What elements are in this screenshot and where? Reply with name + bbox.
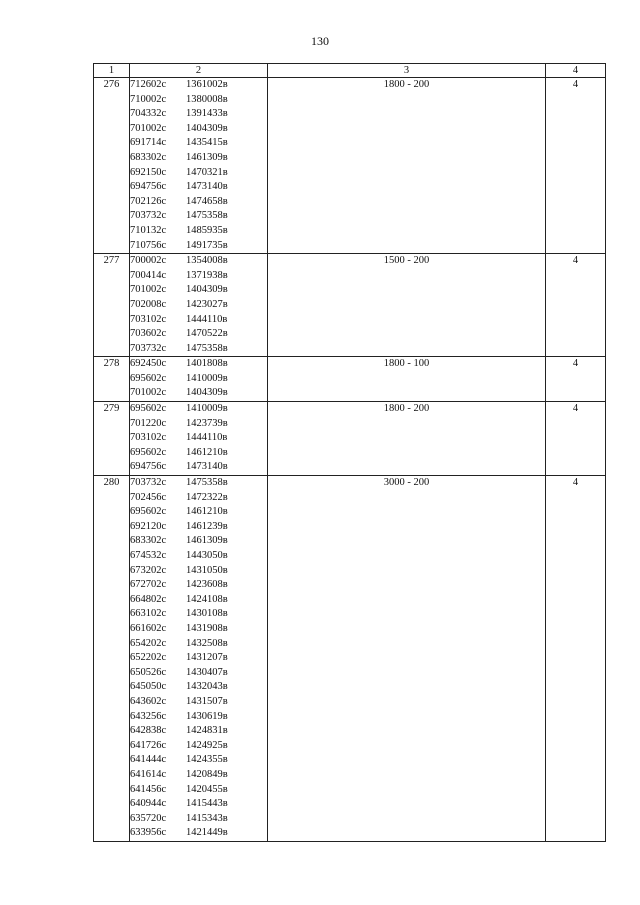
coordinate-pair <box>130 254 267 269</box>
header-col-2: 2 <box>130 64 268 78</box>
coordinate-pair <box>130 417 267 432</box>
coordinate-longitude: 1361002в <box>186 79 228 90</box>
coordinate-pair <box>130 151 267 166</box>
coordinate-latitude: 635720c <box>130 812 167 824</box>
coordinate-longitude: 1444110в <box>186 313 228 325</box>
coordinate-latitude: 641444c <box>130 754 167 766</box>
col4-cell: 4 <box>546 254 606 357</box>
coordinate-longitude: 1473140в <box>186 461 228 473</box>
coordinate-latitude: 640944c <box>130 798 167 810</box>
coordinate-latitude: 633956c <box>130 827 167 839</box>
table-row <box>94 357 606 402</box>
coordinate-longitude: 1430407в <box>186 666 228 678</box>
coordinate-longitude: 1472322в <box>186 491 228 503</box>
coordinate-latitude: 703732c <box>130 210 167 222</box>
coordinate-longitude: 1473140в <box>186 181 228 193</box>
coordinate-longitude: 1404309в <box>186 284 228 296</box>
coordinate-pair <box>130 768 267 783</box>
range-cell: 1800 - 200 <box>268 78 546 254</box>
coordinate-latitude: 695602c <box>130 372 167 384</box>
coordinate-latitude: 694756c <box>130 181 167 193</box>
col4-cell: 4 <box>546 78 606 254</box>
coordinate-latitude: 710756c <box>130 239 167 251</box>
coordinate-latitude: 672702c <box>130 579 167 591</box>
coordinate-latitude: 701002c <box>130 284 167 296</box>
header-col-1: 1 <box>94 64 130 78</box>
coordinate-latitude: 695602c <box>130 403 167 415</box>
coordinate-longitude: 1415443в <box>186 798 228 810</box>
coordinate-longitude: 1444110в <box>186 432 228 444</box>
coordinate-latitude: 695602c <box>130 446 167 458</box>
coordinate-longitude: 1430619в <box>186 710 228 722</box>
range-cell: 1800 - 100 <box>268 357 546 402</box>
coordinate-latitude: 673202c <box>130 564 167 576</box>
coordinate-pair <box>130 739 267 754</box>
coordinate-pair <box>130 269 267 284</box>
coordinate-latitude: 700414c <box>130 269 167 281</box>
range-cell: 1500 - 200 <box>268 254 546 357</box>
coordinate-latitude: 683302c <box>130 535 167 547</box>
row-number: 280 <box>94 476 130 842</box>
coordinate-longitude: 1424108в <box>186 593 228 605</box>
coordinate-latitude: 701002c <box>130 122 167 134</box>
coordinate-pair <box>130 593 267 608</box>
coordinate-latitude: 691714c <box>130 137 167 149</box>
coordinate-longitude: 1461239в <box>186 520 228 532</box>
coordinate-pair <box>130 342 267 357</box>
coordinate-longitude: 1420849в <box>186 768 228 780</box>
page-number: 130 <box>311 34 329 48</box>
coordinate-longitude: 1430108в <box>186 608 228 620</box>
coordinates-table <box>93 63 606 842</box>
coordinate-longitude: 1410009в <box>186 372 228 384</box>
coordinate-latitude: 702008c <box>130 298 167 310</box>
col4-cell: 4 <box>546 476 606 842</box>
coordinate-pair <box>130 446 267 461</box>
coordinate-pair <box>130 460 267 475</box>
coordinate-longitude: 1461309в <box>186 151 228 163</box>
table-row <box>94 402 606 476</box>
coordinate-latitude: 654202c <box>130 637 167 649</box>
coordinate-latitude: 703732c <box>130 342 167 354</box>
coordinate-pair <box>130 298 267 313</box>
coordinate-longitude: 1415343в <box>186 812 228 824</box>
coordinate-pair <box>130 549 267 564</box>
coordinate-pair <box>130 372 267 387</box>
coordinate-pair <box>130 666 267 681</box>
coordinate-longitude: 1475358в <box>186 342 228 354</box>
coordinate-pair <box>130 564 267 579</box>
table-header-row <box>94 64 606 78</box>
coordinate-latitude: 701002c <box>130 387 167 399</box>
coordinate-pair <box>130 476 267 491</box>
coordinate-latitude: 712602c <box>130 79 167 90</box>
coordinate-longitude: 1470522в <box>186 328 228 340</box>
coordinate-latitude: 694756c <box>130 461 167 473</box>
coordinate-pair <box>130 93 267 108</box>
row-number: 276 <box>94 78 130 254</box>
coordinate-pair <box>130 797 267 812</box>
coordinate-pair <box>130 122 267 137</box>
coordinate-pair <box>130 402 267 417</box>
coordinate-latitude: 692120c <box>130 520 167 532</box>
coordinate-pair <box>130 724 267 739</box>
coordinate-pair <box>130 78 267 93</box>
coordinate-longitude: 1421449в <box>186 827 228 839</box>
coordinate-pair <box>130 107 267 122</box>
coordinate-longitude: 1485935в <box>186 224 228 236</box>
table-row <box>94 476 606 842</box>
coordinate-pair <box>130 520 267 535</box>
coordinate-pair <box>130 607 267 622</box>
coordinate-latitude: 702126c <box>130 195 167 207</box>
coordinate-longitude: 1475358в <box>186 210 228 222</box>
coordinate-pair <box>130 283 267 298</box>
coordinate-latitude: 704332c <box>130 108 167 120</box>
coordinate-longitude: 1380008в <box>186 93 228 105</box>
coordinate-latitude: 641726c <box>130 739 167 751</box>
coordinate-latitude: 652202c <box>130 652 167 664</box>
coordinate-pair <box>130 812 267 827</box>
coordinate-longitude: 1461210в <box>186 446 228 458</box>
range-cell: 1800 - 200 <box>268 402 546 476</box>
coordinate-latitude: 643602c <box>130 695 167 707</box>
col4-cell: 4 <box>546 402 606 476</box>
coordinate-pair <box>130 224 267 239</box>
coordinate-pair <box>130 239 267 254</box>
coordinate-longitude: 1461309в <box>186 535 228 547</box>
range-cell: 3000 - 200 <box>268 476 546 842</box>
coordinate-longitude: 1432043в <box>186 681 228 693</box>
coordinate-longitude: 1470321в <box>186 166 228 178</box>
coordinate-pair <box>130 313 267 328</box>
coordinate-latitude: 642838c <box>130 725 167 737</box>
coordinate-latitude: 674532c <box>130 550 167 561</box>
coordinate-latitude: 661602c <box>130 622 167 634</box>
coordinate-longitude: 1443050в <box>186 550 228 561</box>
coordinate-pair <box>130 491 267 506</box>
row-number: 278 <box>94 357 130 402</box>
table-row <box>94 254 606 357</box>
coordinate-latitude: 641456c <box>130 783 167 795</box>
coordinate-pair <box>130 637 267 652</box>
coordinate-latitude: 710132c <box>130 224 167 236</box>
coordinates-cell <box>130 357 268 402</box>
coordinate-pair <box>130 695 267 710</box>
coordinate-pair <box>130 505 267 520</box>
coordinates-cell <box>130 254 268 357</box>
coordinate-pair <box>130 180 267 195</box>
coordinate-pair <box>130 622 267 637</box>
coordinate-pair <box>130 680 267 695</box>
coordinate-longitude: 1491735в <box>186 239 228 251</box>
table-body <box>94 78 606 842</box>
coordinate-longitude: 1401808в <box>186 358 228 370</box>
coordinate-latitude: 645050c <box>130 681 167 693</box>
coordinate-longitude: 1435415в <box>186 137 228 149</box>
coordinate-longitude: 1431507в <box>186 695 228 707</box>
coordinate-latitude: 641614c <box>130 768 167 780</box>
coordinate-latitude: 663102c <box>130 608 167 620</box>
coordinate-pair <box>130 431 267 446</box>
coordinate-pair <box>130 195 267 210</box>
coordinate-longitude: 1423608в <box>186 579 228 591</box>
coordinate-longitude: 1420455в <box>186 783 228 795</box>
coordinate-pair <box>130 209 267 224</box>
coordinate-latitude: 700002c <box>130 255 167 267</box>
coordinate-latitude: 702456c <box>130 491 167 503</box>
coordinates-cell <box>130 78 268 254</box>
coordinate-longitude: 1461210в <box>186 506 228 518</box>
coordinate-pair <box>130 783 267 798</box>
header-col-3: 3 <box>268 64 546 78</box>
coordinate-pair <box>130 753 267 768</box>
coordinate-pair <box>130 166 267 181</box>
coordinates-cell <box>130 476 268 842</box>
coordinate-longitude: 1423027в <box>186 298 228 310</box>
coordinate-longitude: 1475358в <box>186 477 228 489</box>
coordinate-pair <box>130 534 267 549</box>
coordinate-latitude: 695602c <box>130 506 167 518</box>
coordinate-pair <box>130 651 267 666</box>
coordinate-latitude: 703732c <box>130 477 167 489</box>
coordinate-latitude: 664802c <box>130 593 167 605</box>
coordinate-longitude: 1371938в <box>186 269 228 281</box>
row-number: 279 <box>94 402 130 476</box>
coordinate-longitude: 1354008в <box>186 255 228 267</box>
coordinate-latitude: 650526c <box>130 666 167 678</box>
coordinate-latitude: 703102c <box>130 313 167 325</box>
coordinate-latitude: 701220c <box>130 417 167 429</box>
coordinate-pair <box>130 357 267 372</box>
coordinate-latitude: 692450c <box>130 358 167 370</box>
coordinate-longitude: 1432508в <box>186 637 228 649</box>
coordinate-latitude: 703102c <box>130 432 167 444</box>
coordinate-longitude: 1431050в <box>186 564 228 576</box>
coordinate-latitude: 643256c <box>130 710 167 722</box>
header-col-4: 4 <box>546 64 606 78</box>
col4-cell: 4 <box>546 357 606 402</box>
coordinate-latitude: 710002c <box>130 93 167 105</box>
coordinate-longitude: 1474658в <box>186 195 228 207</box>
coordinate-pair <box>130 386 267 401</box>
coordinate-latitude: 703602c <box>130 328 167 340</box>
coordinate-pair <box>130 826 267 841</box>
coordinate-longitude: 1431908в <box>186 622 228 634</box>
coordinate-longitude: 1424925в <box>186 739 228 751</box>
coordinate-longitude: 1431207в <box>186 652 228 664</box>
row-number: 277 <box>94 254 130 357</box>
table-row <box>94 78 606 254</box>
coordinate-pair <box>130 136 267 151</box>
coordinate-longitude: 1404309в <box>186 122 228 134</box>
coordinate-latitude: 683302c <box>130 151 167 163</box>
coordinate-longitude: 1410009в <box>186 403 228 415</box>
coordinate-latitude: 692150c <box>130 166 167 178</box>
coordinate-longitude: 1423739в <box>186 417 228 429</box>
coordinate-longitude: 1424355в <box>186 754 228 766</box>
coordinate-pair <box>130 578 267 593</box>
coordinate-longitude: 1424831в <box>186 725 228 737</box>
coordinate-longitude: 1391433в <box>186 108 228 120</box>
coordinate-pair <box>130 327 267 342</box>
coordinates-cell <box>130 402 268 476</box>
coordinate-longitude: 1404309в <box>186 387 228 399</box>
coordinate-pair <box>130 710 267 725</box>
